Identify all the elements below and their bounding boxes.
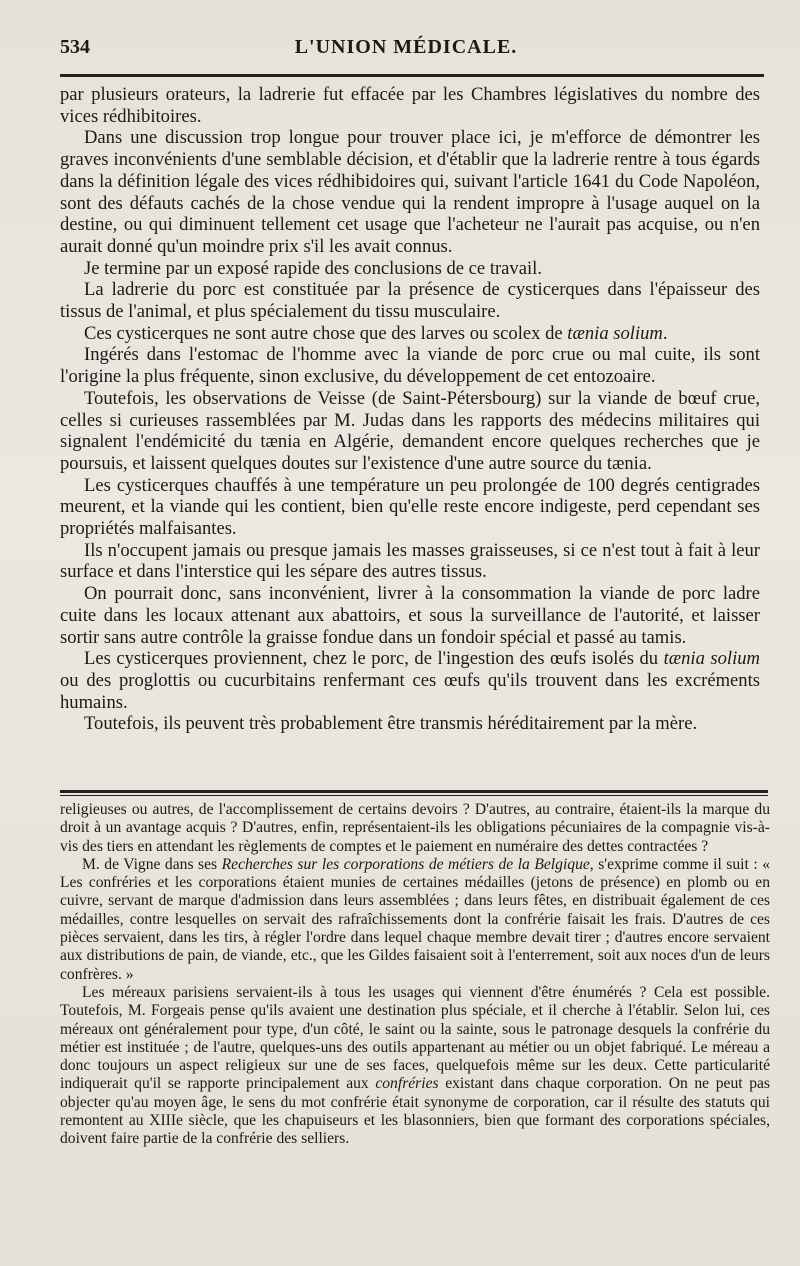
header-rule xyxy=(60,74,764,77)
paragraph: Ces cysticerques ne sont autre chose que des larves ou scolex de tænia solium. xyxy=(84,322,668,344)
footnote-paragraph: M. de Vigne dans ses Recherches sur les corporations de métiers de la Belgique, s'exprime comme il suit : « Les confréries et les corporations étaient munies de certaines médailles (jetons de présence) en plomb ou en cuivre, servant de marque d'admission dans leurs assemblées ; dans leurs fêtes, en distribuait également de ces médailles, contre lesquelles on servait des rafraîchissements dont la confrérie faisait les frais. D'autres de ces pièces servaient, dans les tirs, à régler l'ordre dans lequel chaque membre devait tirer ; d'autres encore servaient aux distributions de pain, de viande, etc., que les Gildes faisaient soit à l'enterrement, soit aux noces d'un de leurs confrères. » xyxy=(60,855,771,983)
paragraph: Ils n'occupent jamais ou presque jamais les masses graisseuses, si ce n'est tout à fait à leur surface et dans l'interstice qui les sépare des autres tissus. xyxy=(60,539,760,583)
paragraph: Dans une discussion trop longue pour trouver place ici, je m'efforce de démontrer les graves inconvénients d'une semblable décision, et d'établir que la ladrerie rentre à tous égards dans la définition légale des vices rédhibidoires qui, suivant l'article 1641 du Code Napoléon, sont des défauts cachés de la chose vendue qui la rendent impropre à l'usage auquel on la destine, ou qui diminuent tellement cet usage que l'acheteur ne l'aurait pas acquise, ou n'en aurait donné qu'un moindre prix s'il les avait connus. xyxy=(60,127,760,257)
paragraph: par plusieurs orateurs, la ladrerie fut effacée par les Chambres législatives du nombre des vices rédhibitoires. xyxy=(60,84,760,127)
page-header xyxy=(60,30,752,60)
paragraph: Toutefois, les observations de Veisse (de Saint-Pétersbourg) sur la viande de bœuf crue, celles si curieuses rassemblées par M. Judas dans les rapports des médecins militaires qui signalent l'endémicité du tænia en Algérie, demandent encore quelques recherches que je poursuis, et laissent quelques doutes sur l'existence d'une autre source du tænia. xyxy=(60,387,760,474)
paragraph: Ingérés dans l'estomac de l'homme avec la viande de porc crue ou mal cuite, ils sont l'origine la plus fréquente, sinon exclusive, du développement de cet entozoaire. xyxy=(60,344,760,388)
paragraph: Toutefois, ils peuvent très probablement être transmis héréditairement par la mère. xyxy=(84,713,698,735)
paragraph: Je termine par un exposé rapide des conclusions de ce travail. xyxy=(84,257,542,279)
page-number: 534 xyxy=(60,36,90,58)
paragraph: On pourrait donc, sans inconvénient, livrer à la consommation la viande de porc ladre cuite dans les locaux attenant aux abattoirs, et sous la surveillance de l'autorité, et laisser sortir sans autre contrôle la graisse fondue dans un fondoir spécial et passé au tamis. xyxy=(60,583,760,648)
paragraph: Les cysticerques proviennent, chez le porc, de l'ingestion des œufs isolés du tænia solium ou des proglottis ou cucurbitains renfermant ces œufs qu'ils trouvent dans les excréments humains. xyxy=(60,648,760,713)
paragraph: Les cysticerques chauffés à une température un peu prolongée de 100 degrés centigrades meurent, et la viande qui les contient, bien qu'elle reste encore indigeste, perd cependant ses propriétés malfaisantes. xyxy=(60,474,760,540)
paragraph: La ladrerie du porc est constituée par la présence de cysticerques dans l'épaisseur des tissus de l'animal, et plus spécialement du tissu musculaire. xyxy=(60,279,760,323)
footnote-paragraph: religieuses ou autres, de l'accomplissement de certains devoirs ? D'autres, au contraire, étaient-ils la marque du droit à un avantage acquis ? D'autres, enfin, représentaient-ils les obligations pécuniaires de la compagnie vis-à-vis des tiers en attendant les règlements de comptes et le paiement en numéraire des dettes contractées ? xyxy=(60,801,770,855)
footnote-paragraph: Les méreaux parisiens servaient-ils à tous les usages qui viennent d'être énumérés ? Cela est possible. Toutefois, M. Forgeais pense qu'ils avaient une destination plus spéciale, et il cherche à l'établir. Selon lui, ces méreaux ont généralement pour type, d'un côté, le saint ou la sainte, sous le patronage desquels la confrérie du métier est instituée ; de l'autre, quelques-uns des outils appartenant au métier ou un objet fabriqué. Le méreau a donc toujours un aspect religieux sur une de ses faces, quelquefois même sur les deux. Cette particularité indiquerait qu'il se rapporte principalement aux confréries existant dans chaque corporation. On ne peut pas objecter qu'au moyen âge, le sens du mot confrérie était synonyme de corporation, car il résulte des statuts qui remontent au XIIIe siècle, que les chapuiseurs et les blasonniers, bien que formant des corporations spéciales, doivent faire partie de la confrérie des selliers. xyxy=(60,983,770,1148)
main-text xyxy=(60,84,760,735)
running-head: L'UNION MÉDICALE. xyxy=(294,36,518,58)
footnote-text xyxy=(60,801,770,1149)
footnote-rule xyxy=(60,790,768,796)
